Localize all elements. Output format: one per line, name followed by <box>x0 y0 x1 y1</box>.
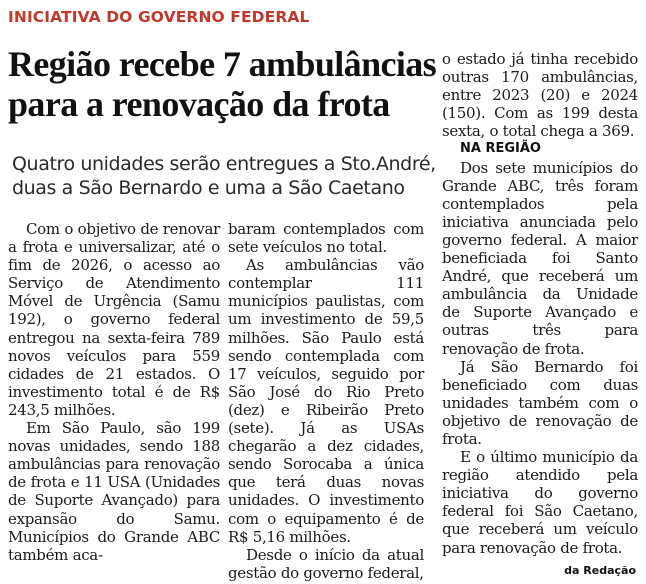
paragraph: o estado já tinha recebido outras 170 ambulâncias, entre 2023 (20) e 2024 (150). Com as 199 desta sexta, o total chega a 369. <box>442 50 638 141</box>
article-column-1 <box>8 220 220 564</box>
headline-line: para a renovação da frota <box>8 84 390 124</box>
article-column-2 <box>228 220 424 582</box>
headline <box>8 44 437 124</box>
subtitle <box>12 152 436 200</box>
subtitle-line: Quatro unidades serão entregues a Sto.André, <box>12 153 436 175</box>
section-kicker: INICIATIVA DO GOVERNO FEDERAL <box>8 8 310 26</box>
article-column-3 <box>442 50 638 557</box>
byline: da Redação <box>564 564 636 577</box>
section-heading: NA REGIÃO <box>460 141 541 157</box>
paragraph: Em São Paulo, são 199 novas unidades, sendo 188 ambulâncias para renovação de frota e 11 USA (Unidades de Suporte Avançado) para expansão do Samu. Municípios do Grande ABC também aca- <box>8 419 220 564</box>
subtitle-line: duas a São Bernardo e uma a São Caetano <box>12 177 405 199</box>
headline-line: Região recebe 7 ambulâncias <box>8 44 437 84</box>
paragraph: E o último município da região atendido pela iniciativa do governo federal foi São Caetano, que receberá um veículo para renovação de frota. <box>442 448 638 557</box>
paragraph: Já São Bernardo foi beneficiado com duas unidades também com o objetivo de renovação de frota. <box>442 357 638 448</box>
paragraph: Desde o início da atual gestão do governo federal, <box>228 545 424 582</box>
paragraph: As ambulâncias vão contemplar 111 municípios paulistas, com um investimento de 59,5 milhões. São Paulo está sendo contemplada com 17 veículos, seguido por São José do Rio Preto (dez) e Ribeirão Preto (sete). Já as USAs chegarão a dez cidades, sendo Sorocaba a única que terá duas novas unidades. O investimento com o equipamento é de R$ 5,16 milhões. <box>228 256 424 546</box>
paragraph: Com o objetivo de renovar a frota e universalizar, até o fim de 2026, o acesso ao Serviço de Atendimento Móvel de Urgência (Samu 192), o governo federal entregou na sexta-feira 789 novos veículos para 559 cidades de 21 estados. O investimento total é de R$ 243,5 milhões. <box>8 220 220 419</box>
paragraph: Dos sete municípios do Grande ABC, três foram contemplados pela iniciativa anunciada pelo governo federal. A maior beneficiada foi Santo André, que receberá um ambulância da Unidade de Suporte Avançado e outras três para renovação de frota. <box>442 158 638 358</box>
paragraph: baram contemplados com sete veículos no total. <box>228 220 424 257</box>
